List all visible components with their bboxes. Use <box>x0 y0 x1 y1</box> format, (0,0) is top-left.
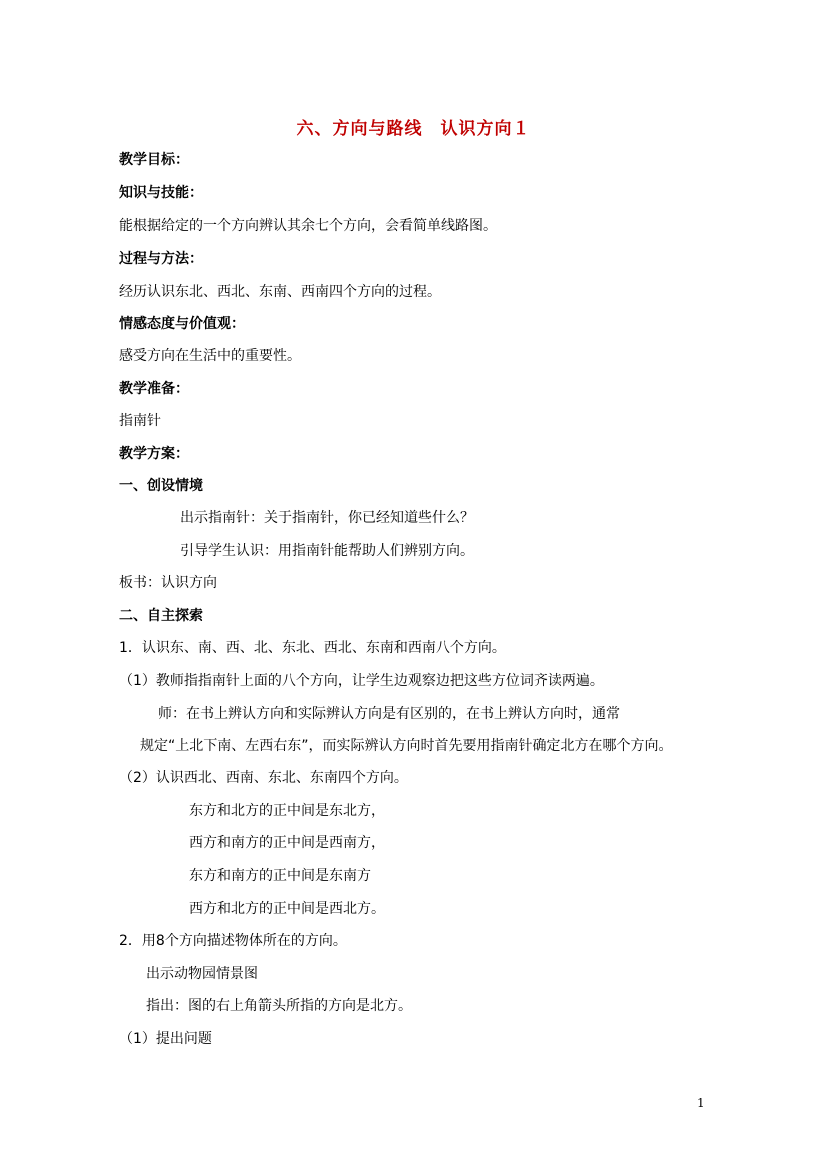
text-northwest: 西方和北方的正中间是西北方。 <box>189 901 385 917</box>
text-item-2: 2．用8个方向描述物体所在的方向。 <box>119 933 347 949</box>
text-attitude-values: 感受方向在生活中的重要性。 <box>119 348 301 364</box>
text-show-compass: 出示指南针：关于指南针，你已经知道些什么？ <box>180 510 474 526</box>
text-point-out: 指出：图的右上角箭头所指的方向是北方。 <box>146 998 412 1014</box>
text-southeast: 东方和南方的正中间是东南方 <box>189 868 371 884</box>
text-board-writing: 板书：认识方向 <box>119 575 217 591</box>
text-southwest: 西方和南方的正中间是西南方， <box>189 835 385 851</box>
page-number: 1 <box>697 1096 705 1110</box>
heading-attitude-values: 情感态度与价值观： <box>119 316 245 332</box>
text-item-2-1: （1）提出问题 <box>119 1031 212 1047</box>
text-item-1-2: （2）认识西北、西南、东北、东南四个方向。 <box>119 770 408 786</box>
text-item-1-1: （1）教师指指南针上面的八个方向，让学生边观察边把这些方位词齐读两遍。 <box>119 673 604 689</box>
heading-section-1: 一、创设情境 <box>119 478 203 494</box>
heading-process-method: 过程与方法： <box>119 251 203 267</box>
text-item-1: 1．认识东、南、西、北、东北、西北、东南和西南八个方向。 <box>119 640 506 656</box>
text-preparation: 指南针 <box>119 413 161 429</box>
heading-teaching-plan: 教学方案： <box>119 446 189 462</box>
text-process-method: 经历认识东北、西北、东南、西南四个方向的过程。 <box>119 284 441 300</box>
heading-teaching-goals: 教学目标： <box>119 152 189 168</box>
text-teacher-note-cont: 规定“上北下南、左西右东”，而实际辨认方向时首先要用指南针确定北方在哪个方向。 <box>140 738 673 754</box>
heading-section-2: 二、自主探索 <box>119 608 203 624</box>
document-title: 六、方向与路线 认识方向１ <box>296 119 531 139</box>
heading-preparation: 教学准备： <box>119 381 189 397</box>
text-teacher-note: 师：在书上辨认方向和实际辨认方向是有区别的，在书上辨认方向时，通常 <box>158 706 620 722</box>
heading-knowledge-skills: 知识与技能： <box>119 185 203 201</box>
text-show-zoo-picture: 出示动物园情景图 <box>146 966 258 982</box>
text-knowledge-skills: 能根据给定的一个方向辨认其余七个方向，会看简单线路图。 <box>119 218 497 234</box>
text-guide-students: 引导学生认识：用指南针能帮助人们辨别方向。 <box>180 543 474 559</box>
text-northeast: 东方和北方的正中间是东北方， <box>189 803 385 819</box>
